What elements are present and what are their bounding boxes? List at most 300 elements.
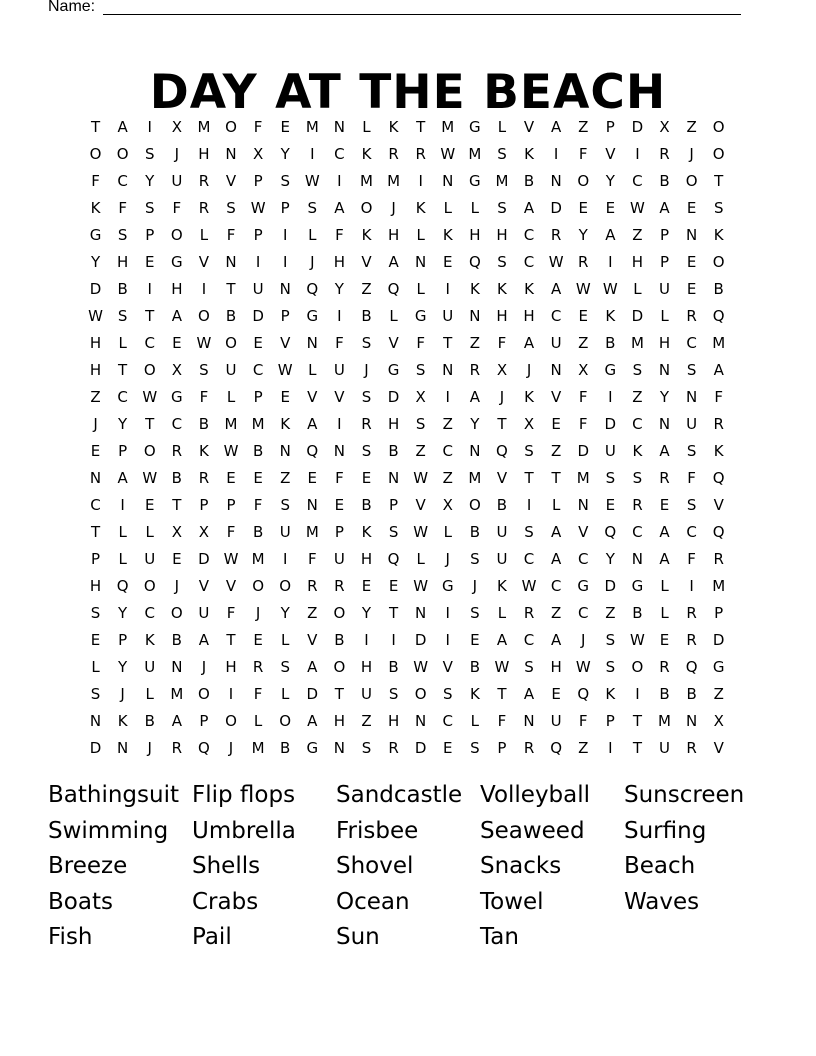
- grid-letter: X: [252, 145, 264, 163]
- grid-letter: L: [416, 226, 425, 244]
- grid-letter: M: [387, 172, 401, 190]
- grid-row: [82, 114, 742, 141]
- grid-letter: J: [526, 361, 532, 379]
- grid-letter: F: [578, 388, 588, 406]
- grid-letter: S: [632, 469, 643, 487]
- grid-letter: S: [713, 199, 724, 217]
- grid-letter: C: [442, 442, 453, 460]
- grid-letter: M: [658, 712, 671, 730]
- grid-letter: N: [225, 145, 237, 163]
- grid-letter: N: [550, 172, 562, 190]
- grid-letter: W: [304, 172, 320, 190]
- grid-letter: O: [685, 172, 698, 190]
- grid-letter: U: [333, 361, 345, 379]
- grid-letter: J: [228, 739, 234, 757]
- grid-letter: G: [712, 658, 725, 676]
- grid-row: [82, 303, 742, 330]
- grid-row: [82, 627, 742, 654]
- grid-letter: W: [440, 145, 456, 163]
- word-bank-item: Umbrella: [192, 817, 296, 844]
- grid-letter: F: [307, 550, 317, 568]
- grid-letter: M: [712, 577, 726, 595]
- grid-letter: U: [360, 685, 372, 703]
- grid-letter: N: [89, 469, 102, 487]
- grid-letter: P: [91, 550, 101, 568]
- grid-letter: E: [280, 388, 290, 406]
- grid-letter: I: [445, 388, 450, 406]
- grid-letter: A: [307, 712, 318, 730]
- grid-letter: C: [117, 388, 128, 406]
- grid-letter: N: [469, 442, 481, 460]
- grid-letter: C: [252, 361, 264, 379]
- grid-letter: L: [660, 604, 669, 622]
- grid-letter: C: [632, 415, 643, 433]
- grid-letter: M: [251, 739, 265, 757]
- word-bank-item: Swimming: [48, 817, 169, 844]
- grid-letter: H: [550, 658, 562, 676]
- grid-letter: D: [306, 685, 319, 703]
- grid-letter: V: [307, 388, 318, 406]
- grid-letter: F: [687, 469, 696, 487]
- grid-letter: I: [147, 118, 152, 136]
- grid-letter: S: [524, 523, 534, 541]
- grid-letter: N: [415, 712, 427, 730]
- word-bank-item: Beach: [624, 853, 696, 880]
- grid-letter: K: [280, 415, 291, 433]
- grid-letter: J: [445, 550, 450, 568]
- grid-letter: C: [550, 307, 562, 325]
- grid-letter: A: [659, 199, 670, 217]
- grid-letter: P: [605, 712, 615, 730]
- grid-letter: S: [144, 145, 155, 163]
- grid-letter: H: [89, 361, 102, 379]
- grid-letter: R: [632, 496, 643, 514]
- grid-letter: Y: [118, 658, 128, 676]
- grid-letter: R: [578, 253, 589, 271]
- grid-letter: Y: [280, 145, 290, 163]
- grid-letter: P: [253, 172, 263, 190]
- grid-letter: V: [225, 577, 237, 595]
- grid-letter: Z: [307, 604, 318, 622]
- grid-letter: R: [361, 415, 372, 433]
- grid-letter: S: [470, 604, 480, 622]
- grid-letter: Q: [550, 739, 563, 757]
- grid-letter: I: [201, 280, 207, 298]
- grid-letter: B: [713, 280, 724, 298]
- grid-letter: E: [605, 496, 616, 514]
- grid-letter: Y: [605, 550, 615, 568]
- grid-letter: K: [497, 280, 507, 298]
- grid-letter: W: [250, 199, 266, 217]
- grid-letter: L: [145, 523, 154, 541]
- grid-letter: P: [118, 631, 128, 649]
- grid-letter: Z: [415, 442, 426, 460]
- grid-letter: V: [307, 631, 318, 649]
- grid-letter: S: [280, 658, 290, 676]
- grid-letter: U: [198, 604, 210, 622]
- grid-letter: P: [118, 442, 128, 460]
- name-blank-line: [103, 14, 741, 15]
- grid-letter: T: [524, 469, 534, 487]
- grid-letter: O: [468, 496, 481, 514]
- grid-letter: O: [631, 658, 644, 676]
- grid-letter: F: [416, 334, 425, 352]
- grid-letter: B: [632, 604, 643, 622]
- grid-letter: A: [171, 712, 182, 730]
- grid-letter: N: [117, 739, 129, 757]
- grid-letter: T: [632, 739, 642, 757]
- grid-letter: J: [120, 685, 125, 703]
- grid-row: [82, 384, 742, 411]
- grid-letter: S: [388, 685, 399, 703]
- grid-letter: I: [282, 253, 288, 271]
- grid-letter: N: [333, 118, 345, 136]
- grid-letter: R: [334, 577, 345, 595]
- grid-letter: S: [280, 496, 290, 514]
- grid-letter: E: [361, 577, 372, 595]
- grid-letter: M: [305, 523, 319, 541]
- grid-letter: S: [361, 442, 372, 460]
- grid-letter: M: [251, 550, 265, 568]
- grid-letter: U: [279, 523, 291, 541]
- grid-letter: Y: [280, 604, 290, 622]
- grid-letter: K: [605, 685, 616, 703]
- grid-letter: A: [713, 361, 724, 379]
- grid-letter: A: [551, 550, 562, 568]
- grid-letter: R: [523, 604, 535, 622]
- word-bank: [48, 778, 808, 956]
- grid-letter: A: [496, 631, 508, 649]
- grid-letter: H: [658, 334, 671, 352]
- grid-letter: O: [577, 172, 590, 190]
- grid-letter: H: [225, 658, 237, 676]
- grid-letter: L: [443, 199, 452, 217]
- grid-letter: U: [686, 415, 698, 433]
- grid-letter: R: [659, 145, 670, 163]
- grid-letter: X: [496, 361, 508, 379]
- grid-letter: L: [145, 685, 154, 703]
- word-bank-item: Boats: [48, 888, 113, 915]
- grid-letter: P: [497, 739, 507, 757]
- grid-letter: S: [388, 523, 399, 541]
- grid-letter: B: [388, 658, 399, 676]
- grid-letter: M: [576, 469, 590, 487]
- grid-letter: N: [225, 253, 237, 271]
- grid-letter: S: [226, 199, 236, 217]
- grid-letter: R: [659, 658, 670, 676]
- grid-letter: K: [605, 307, 616, 325]
- grid-letter: H: [360, 658, 373, 676]
- grid-letter: I: [337, 172, 342, 190]
- grid-letter: B: [686, 685, 697, 703]
- grid-letter: R: [171, 739, 183, 757]
- grid-letter: V: [225, 172, 237, 190]
- grid-letter: X: [198, 523, 210, 541]
- grid-letter: G: [414, 307, 427, 325]
- grid-letter: L: [443, 523, 452, 541]
- grid-letter: S: [415, 361, 426, 379]
- grid-letter: B: [171, 631, 182, 649]
- grid-letter: Z: [442, 469, 453, 487]
- grid-letter: H: [360, 550, 373, 568]
- grid-letter: K: [497, 577, 507, 595]
- grid-letter: T: [90, 523, 101, 541]
- grid-letter: K: [713, 226, 724, 244]
- grid-letter: W: [142, 388, 158, 406]
- grid-letter: B: [252, 442, 264, 460]
- grid-row: [82, 654, 742, 681]
- grid-letter: L: [308, 361, 317, 379]
- grid-letter: U: [252, 280, 264, 298]
- grid-letter: C: [577, 604, 589, 622]
- grid-letter: Z: [361, 712, 372, 730]
- grid-letter: E: [280, 118, 290, 136]
- grid-letter: O: [252, 577, 265, 595]
- grid-letter: E: [226, 469, 236, 487]
- grid-row: [82, 681, 742, 708]
- word-search-grid: [82, 114, 742, 762]
- grid-letter: S: [605, 469, 616, 487]
- grid-letter: G: [631, 577, 644, 595]
- grid-letter: X: [171, 118, 182, 136]
- grid-letter: Q: [306, 280, 319, 298]
- grid-letter: V: [388, 334, 399, 352]
- grid-letter: N: [658, 415, 671, 433]
- grid-letter: F: [226, 226, 236, 244]
- grid-letter: F: [578, 712, 588, 730]
- grid-letter: C: [632, 172, 643, 190]
- grid-letter: T: [226, 280, 236, 298]
- grid-letter: G: [604, 361, 617, 379]
- grid-letter: Z: [280, 469, 291, 487]
- grid-letter: D: [631, 118, 644, 136]
- grid-letter: C: [144, 334, 155, 352]
- grid-letter: M: [468, 145, 482, 163]
- grid-letter: I: [418, 172, 423, 190]
- grid-letter: Q: [712, 523, 725, 541]
- grid-letter: V: [713, 739, 724, 757]
- grid-letter: S: [90, 685, 101, 703]
- grid-letter: R: [198, 199, 210, 217]
- grid-letter: R: [388, 145, 399, 163]
- grid-letter: A: [388, 253, 399, 271]
- grid-letter: K: [388, 118, 399, 136]
- grid-letter: N: [631, 550, 644, 568]
- grid-letter: G: [469, 172, 481, 190]
- grid-letter: F: [714, 388, 724, 406]
- grid-letter: J: [472, 577, 478, 595]
- grid-letter: K: [199, 442, 209, 460]
- grid-letter: F: [578, 415, 588, 433]
- grid-letter: P: [253, 226, 263, 244]
- grid-letter: I: [228, 685, 234, 703]
- grid-row: [82, 465, 742, 492]
- grid-letter: W: [88, 307, 103, 325]
- grid-letter: B: [469, 658, 480, 676]
- grid-letter: N: [442, 361, 454, 379]
- grid-letter: C: [144, 604, 155, 622]
- grid-letter: H: [387, 226, 400, 244]
- grid-letter: N: [550, 361, 562, 379]
- grid-letter: S: [524, 658, 534, 676]
- grid-letter: J: [147, 739, 152, 757]
- grid-letter: O: [116, 145, 129, 163]
- grid-letter: L: [199, 226, 209, 244]
- grid-letter: K: [361, 226, 372, 244]
- word-bank-item: Frisbee: [336, 817, 419, 844]
- grid-letter: Y: [578, 226, 588, 244]
- grid-letter: O: [143, 361, 156, 379]
- grid-letter: U: [144, 550, 156, 568]
- grid-letter: W: [277, 361, 293, 379]
- word-bank-item: Shovel: [336, 853, 414, 880]
- grid-letter: D: [89, 739, 102, 757]
- grid-letter: I: [608, 388, 613, 406]
- grid-letter: N: [279, 280, 291, 298]
- grid-letter: Z: [713, 685, 724, 703]
- grid-letter: Y: [361, 604, 372, 622]
- grid-letter: T: [551, 469, 561, 487]
- grid-letter: A: [307, 658, 318, 676]
- grid-letter: D: [198, 550, 210, 568]
- grid-letter: B: [659, 172, 670, 190]
- grid-letter: S: [524, 442, 534, 460]
- grid-letter: T: [416, 118, 426, 136]
- grid-letter: M: [197, 118, 211, 136]
- grid-letter: T: [226, 631, 236, 649]
- grid-letter: A: [523, 685, 535, 703]
- grid-letter: O: [279, 577, 292, 595]
- grid-letter: M: [251, 415, 265, 433]
- grid-letter: O: [198, 685, 210, 703]
- name-label: Name:: [48, 0, 96, 15]
- grid-letter: V: [523, 118, 535, 136]
- word-bank-item: Waves: [624, 888, 700, 915]
- word-bank-item: Seaweed: [480, 817, 585, 844]
- grid-letter: R: [523, 739, 535, 757]
- grid-letter: T: [172, 496, 182, 514]
- grid-letter: F: [253, 496, 263, 514]
- word-bank-item: Crabs: [192, 888, 259, 915]
- grid-letter: E: [90, 631, 101, 649]
- grid-letter: Y: [605, 172, 615, 190]
- grid-letter: S: [90, 604, 101, 622]
- grid-letter: C: [523, 550, 535, 568]
- grid-letter: F: [199, 388, 209, 406]
- grid-letter: R: [686, 307, 697, 325]
- grid-letter: Y: [659, 388, 670, 406]
- grid-letter: T: [145, 307, 155, 325]
- grid-letter: U: [659, 280, 670, 298]
- grid-letter: D: [550, 199, 562, 217]
- grid-letter: O: [333, 658, 346, 676]
- grid-letter: P: [280, 199, 290, 217]
- grid-letter: N: [685, 388, 698, 406]
- grid-letter: N: [306, 334, 318, 352]
- grid-letter: H: [469, 226, 481, 244]
- grid-letter: Y: [118, 415, 128, 433]
- grid-letter: L: [416, 550, 425, 568]
- grid-letter: O: [143, 577, 156, 595]
- grid-letter: I: [445, 280, 450, 298]
- grid-letter: A: [551, 523, 562, 541]
- grid-letter: N: [279, 442, 291, 460]
- grid-letter: E: [578, 199, 588, 217]
- grid-letter: L: [253, 712, 263, 730]
- grid-row: [82, 276, 742, 303]
- grid-letter: S: [686, 361, 697, 379]
- grid-letter: R: [686, 739, 697, 757]
- word-bank-item: Pail: [192, 924, 232, 951]
- grid-letter: O: [170, 226, 183, 244]
- grid-letter: S: [605, 658, 616, 676]
- grid-letter: R: [550, 226, 562, 244]
- grid-letter: S: [497, 253, 507, 271]
- grid-letter: R: [198, 469, 210, 487]
- grid-letter: A: [551, 118, 562, 136]
- grid-letter: W: [630, 631, 645, 649]
- grid-letter: T: [118, 361, 128, 379]
- page-title: DAY AT THE BEACH: [149, 65, 667, 121]
- grid-letter: Z: [578, 118, 589, 136]
- grid-letter: P: [389, 496, 399, 514]
- word-bank-item: Shells: [192, 853, 261, 880]
- grid-row: [82, 168, 742, 195]
- grid-letter: J: [310, 253, 315, 271]
- grid-letter: C: [90, 496, 101, 514]
- grid-letter: E: [307, 469, 318, 487]
- grid-letter: W: [413, 658, 429, 676]
- grid-letter: J: [201, 658, 207, 676]
- grid-letter: K: [524, 388, 534, 406]
- grid-row: [82, 573, 742, 600]
- grid-letter: I: [689, 577, 694, 595]
- grid-letter: O: [712, 118, 725, 136]
- grid-letter: H: [631, 253, 644, 271]
- grid-letter: E: [172, 334, 182, 352]
- grid-letter: E: [578, 307, 588, 325]
- grid-letter: L: [281, 685, 290, 703]
- grid-letter: F: [226, 604, 236, 622]
- grid-letter: P: [280, 307, 290, 325]
- grid-letter: R: [171, 442, 183, 460]
- grid-letter: M: [468, 469, 482, 487]
- grid-letter: E: [253, 469, 263, 487]
- grid-letter: J: [174, 145, 180, 163]
- grid-letter: H: [496, 226, 508, 244]
- grid-letter: N: [89, 712, 102, 730]
- grid-letter: H: [523, 307, 535, 325]
- grid-letter: H: [198, 145, 210, 163]
- grid-letter: L: [470, 712, 480, 730]
- grid-letter: S: [361, 388, 372, 406]
- grid-letter: X: [171, 361, 182, 379]
- grid-letter: F: [118, 199, 127, 217]
- grid-letter: I: [337, 415, 342, 433]
- grid-letter: S: [415, 415, 426, 433]
- grid-letter: W: [196, 334, 212, 352]
- grid-letter: D: [577, 442, 590, 460]
- grid-letter: R: [686, 631, 697, 649]
- grid-letter: A: [659, 523, 670, 541]
- grid-letter: X: [415, 388, 426, 406]
- grid-letter: Y: [145, 172, 155, 190]
- grid-letter: P: [714, 604, 724, 622]
- grid-letter: Q: [685, 658, 698, 676]
- word-bank-item: Sunscreen: [624, 782, 745, 808]
- grid-letter: N: [415, 253, 427, 271]
- grid-letter: K: [632, 442, 643, 460]
